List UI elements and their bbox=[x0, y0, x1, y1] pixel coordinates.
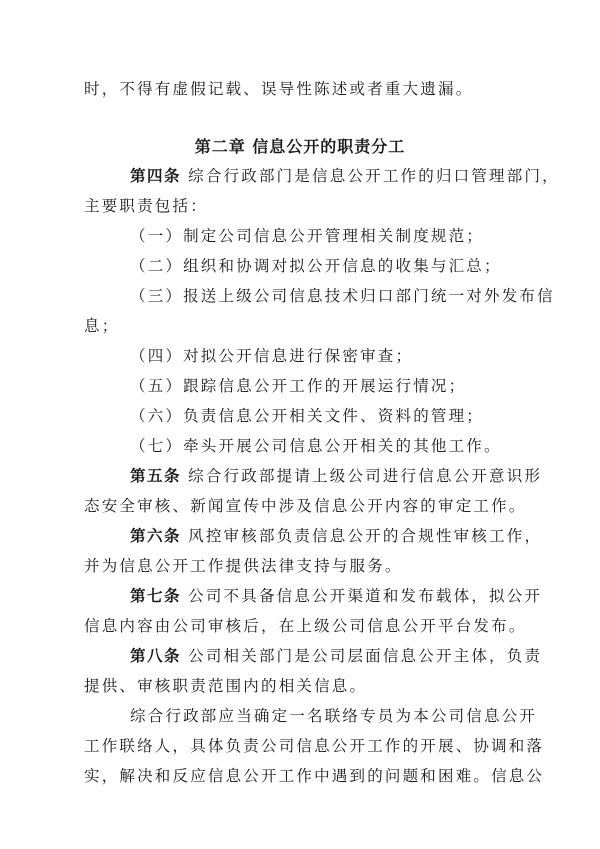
article-4-item-1: （一）制定公司信息公开管理相关制度规范； bbox=[130, 227, 485, 245]
article-4-line-2: 主要职责包括： bbox=[84, 197, 208, 215]
article-8-line-1 bbox=[130, 646, 543, 666]
article-8-text-1: 公司相关部门是公司层面信息公开主体，负责 bbox=[188, 647, 543, 665]
article-6-text-1: 风控审核部负责信息公开的合规性审核工作， bbox=[188, 527, 543, 545]
article-4-item-3: （三）报送上级公司信息技术归口部门统一对外发布信 bbox=[130, 287, 555, 305]
article-4-item-3-cont: 息； bbox=[84, 317, 120, 335]
article-5-line-2: 态安全审核、新闻宣传中涉及信息公开内容的审定工作。 bbox=[84, 497, 527, 515]
chapter-title: 第二章 信息公开的职责分工 bbox=[194, 137, 406, 156]
article-5-line-1 bbox=[130, 466, 543, 486]
paragraph-line-1: 综合行政部应当确定一名联络专员为本公司信息公开 bbox=[130, 707, 538, 725]
article-7-text-1: 公司不具备信息公开渠道和发布载体，拟公开 bbox=[188, 587, 543, 605]
continuation-line: 时，不得有虚假记载、误导性陈述或者重大遗漏。 bbox=[84, 80, 474, 98]
article-7-line-1 bbox=[130, 586, 543, 606]
article-6-line-2: 并为信息公开工作提供法律支持与服务。 bbox=[84, 557, 403, 575]
article-4-text-1: 综合行政部门是信息公开工作的归口管理部门， bbox=[188, 167, 560, 185]
article-6-line-1 bbox=[130, 526, 543, 546]
article-4-item-5: （五）跟踪信息公开工作的开展运行情况； bbox=[130, 377, 467, 395]
article-6-label: 第六条 bbox=[130, 527, 182, 545]
article-7-label: 第七条 bbox=[130, 587, 182, 605]
article-4-label: 第四条 bbox=[130, 167, 182, 185]
paragraph-line-3: 实，解决和反应信息公开工作中遇到的问题和困难。信息公 bbox=[84, 767, 545, 785]
article-4-line-1 bbox=[130, 166, 560, 186]
article-4-item-2: （二）组织和协调对拟公开信息的收集与汇总； bbox=[130, 257, 502, 275]
article-4-item-4: （四）对拟公开信息进行保密审查； bbox=[130, 347, 414, 365]
article-7-line-2: 信息内容由公司审核后，在上级公司信息公开平台发布。 bbox=[84, 617, 527, 635]
article-4-item-6: （六）负责信息公开相关文件、资料的管理； bbox=[130, 407, 485, 425]
article-8-label: 第八条 bbox=[130, 647, 182, 665]
article-4-item-7: （七）牵头开展公司信息公开相关的其他工作。 bbox=[130, 437, 502, 455]
article-5-label: 第五条 bbox=[130, 467, 182, 485]
article-5-text-1: 综合行政部提请上级公司进行信息公开意识形 bbox=[188, 467, 543, 485]
paragraph-line-2: 工作联络人，具体负责公司信息公开工作的开展、协调和落 bbox=[84, 737, 545, 755]
article-8-line-2: 提供、审核职责范围内的相关信息。 bbox=[84, 677, 368, 695]
